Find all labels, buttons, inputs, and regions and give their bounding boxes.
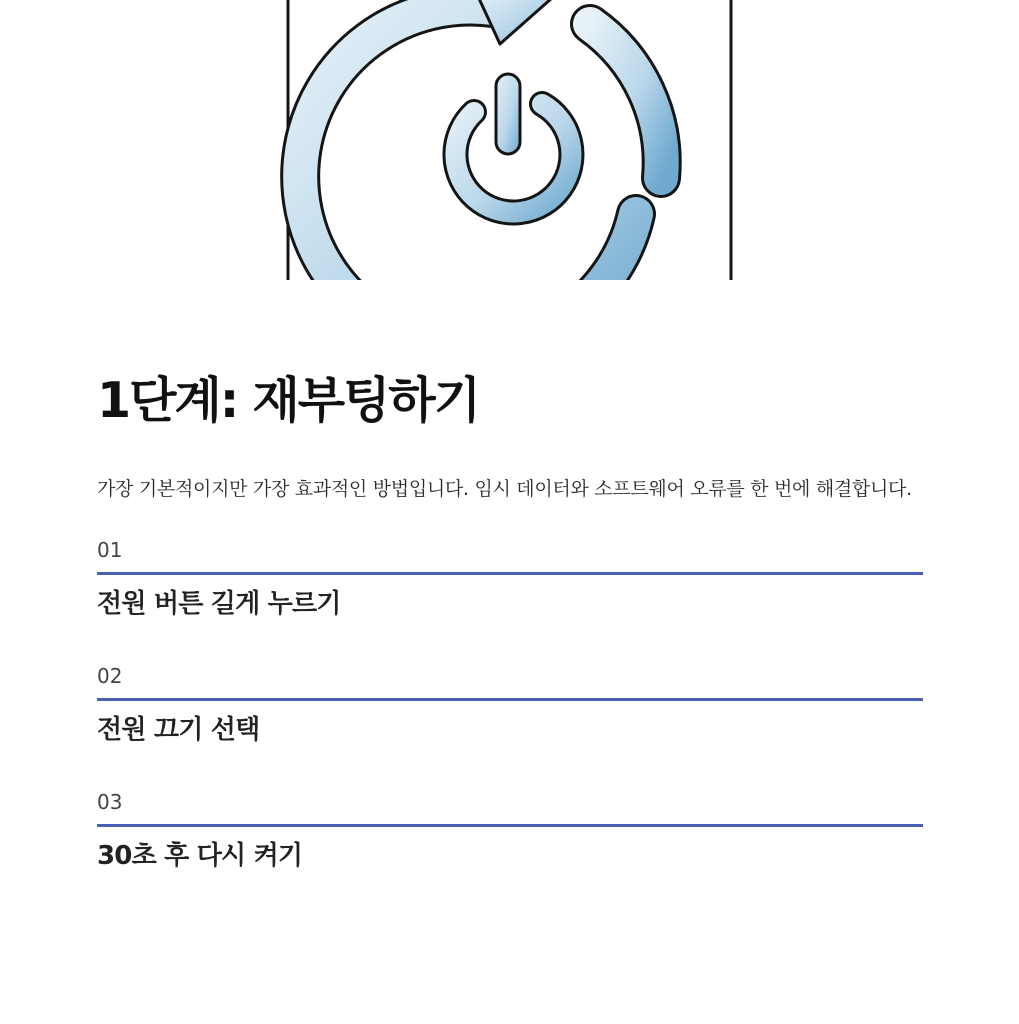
hero-image bbox=[0, 0, 1019, 280]
task-list bbox=[97, 538, 923, 916]
power-restart-icon bbox=[0, 0, 1019, 280]
step-section bbox=[97, 370, 923, 916]
task-label: 전원 끄기 선택 bbox=[97, 715, 260, 746]
task-divider bbox=[97, 698, 923, 701]
task-label: 30초 후 다시 켜기 bbox=[97, 841, 303, 872]
task-number: 02 bbox=[97, 664, 123, 689]
step-title: 1단계: 재부팅하기 bbox=[97, 372, 480, 429]
task-divider bbox=[97, 572, 923, 575]
task-item bbox=[97, 664, 923, 790]
task-number: 03 bbox=[97, 790, 123, 815]
task-label: 전원 버튼 길게 누르기 bbox=[97, 589, 341, 620]
task-number: 01 bbox=[97, 538, 123, 563]
step-description: 가장 기본적이지만 가장 효과적인 방법입니다. 임시 데이터와 소프트웨어 오류를 한 번에 해결합니다. bbox=[97, 478, 912, 501]
task-divider bbox=[97, 824, 923, 827]
task-item bbox=[97, 790, 923, 916]
task-item bbox=[97, 538, 923, 664]
